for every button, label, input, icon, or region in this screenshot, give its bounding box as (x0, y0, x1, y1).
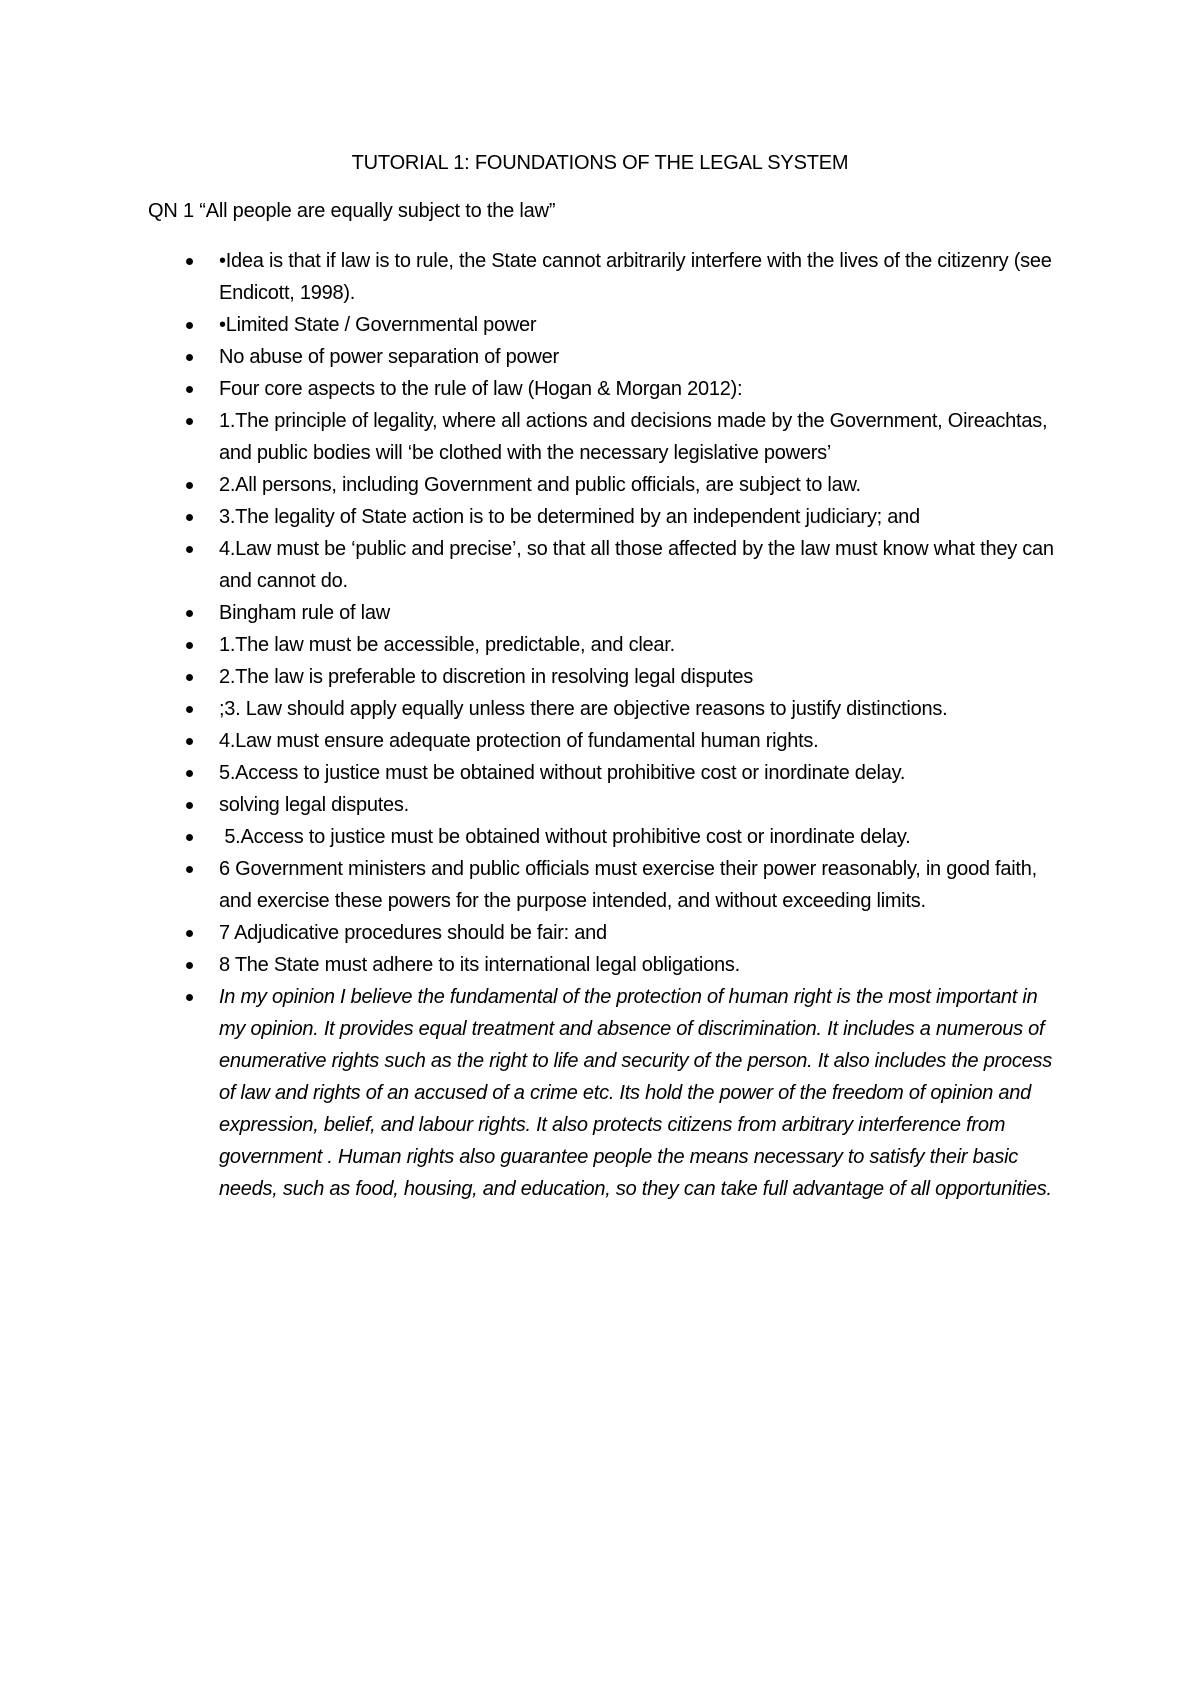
list-item (0, 853, 1059, 917)
bullet-icon (186, 642, 193, 649)
list-item-text: 6 Government ministers and public officials must exercise their power reasonably, in good faith, and exercise these powers for the purpose intended, and without exceeding limits. (219, 858, 1043, 912)
list-item-text: solving legal disputes. (219, 794, 409, 816)
list-item-text: •Idea is that if law is to rule, the State cannot arbitrarily interfere with the lives of the citizenry (see Endicott, 1998). (219, 250, 1057, 304)
list-item (0, 693, 1059, 725)
list-item (0, 405, 1059, 469)
list-item-text: No abuse of power separation of power (219, 346, 559, 368)
list-item (0, 373, 1059, 405)
list-item (0, 501, 1059, 533)
bullet-icon (186, 322, 193, 329)
list-item-text: 3.The legality of State action is to be determined by an independent judiciary; and (219, 506, 920, 528)
list-item-text: 4.Law must ensure adequate protection of fundamental human rights. (219, 730, 819, 752)
list-item (0, 789, 1059, 821)
list-item-text: 1.The law must be accessible, predictable, and clear. (219, 634, 675, 656)
bullet-icon (186, 482, 193, 489)
question-heading: QN 1 “All people are equally subject to the law” (148, 200, 556, 222)
list-item-text: 5.Access to justice must be obtained without prohibitive cost or inordinate delay. (219, 762, 906, 784)
list-item-text: 4.Law must be ‘public and precise’, so that all those affected by the law must know what they can and cannot do. (219, 538, 1060, 592)
list-item (0, 661, 1059, 693)
list-item-text: In my opinion I believe the fundamental of the protection of human right is the most important in my opinion. It provides equal treatment and absence of discrimination. It includes a numerous of enumerative rights such as the right to life and security of the person. It also includes the process of law and rights of an accused of a crime etc. Its hold the power of the freedom of opinion and expression, belief, and labour rights. It also protects citizens from arbitrary interference from government . Human rights also guarantee people the means necessary to satisfy their basic needs, such as food, housing, and education, so they can take full advantage of all opportunities. (219, 986, 1058, 1200)
list-item (0, 629, 1059, 661)
list-item-text: Four core aspects to the rule of law (Hogan & Morgan 2012): (219, 378, 743, 400)
bullet-icon (186, 610, 193, 617)
bullet-icon (186, 514, 193, 521)
list-item-text: Bingham rule of law (219, 602, 390, 624)
list-item-text: ;3. Law should apply equally unless there are objective reasons to justify distinctions. (219, 698, 948, 720)
list-item-text: 5.Access to justice must be obtained without prohibitive cost or inordinate delay. (219, 826, 911, 848)
bullet-icon (186, 834, 193, 841)
list-item-text: 2.The law is preferable to discretion in resolving legal disputes (219, 666, 754, 688)
list-item (0, 341, 1059, 373)
page-title: TUTORIAL 1: FOUNDATIONS OF THE LEGAL SYSTEM (351, 152, 849, 174)
list-item (0, 757, 1059, 789)
list-item (0, 821, 1059, 853)
list-item-text: 1.The principle of legality, where all actions and decisions made by the Government, Oireachtas, and public bodies will ‘be clothed with the necessary legislative powers’ (219, 410, 1053, 464)
list-item (0, 981, 1059, 1205)
bullet-icon (186, 962, 193, 969)
list-item-text: 2.All persons, including Government and public officials, are subject to law. (219, 474, 861, 496)
bullet-icon (186, 546, 193, 553)
bullet-icon (186, 866, 193, 873)
bullet-icon (186, 930, 193, 937)
bullet-icon (186, 802, 193, 809)
list-item (0, 917, 1059, 949)
list-item-text: •Limited State / Governmental power (219, 314, 537, 336)
list-item (0, 949, 1059, 981)
list-item (0, 533, 1059, 597)
bullet-icon (186, 386, 193, 393)
bullet-icon (186, 770, 193, 777)
bullet-icon (186, 994, 193, 1001)
bullet-icon (186, 258, 193, 265)
list-item-text: 7 Adjudicative procedures should be fair: and (219, 922, 607, 944)
bullet-icon (186, 738, 193, 745)
list-item (0, 309, 1059, 341)
bullet-list (0, 245, 1200, 1205)
bullet-icon (186, 706, 193, 713)
bullet-icon (186, 674, 193, 681)
list-item (0, 469, 1059, 501)
list-item (0, 597, 1059, 629)
bullet-icon (186, 418, 193, 425)
list-item (0, 725, 1059, 757)
list-item (0, 245, 1059, 309)
list-item-text: 8 The State must adhere to its international legal obligations. (219, 954, 740, 976)
bullet-icon (186, 354, 193, 361)
